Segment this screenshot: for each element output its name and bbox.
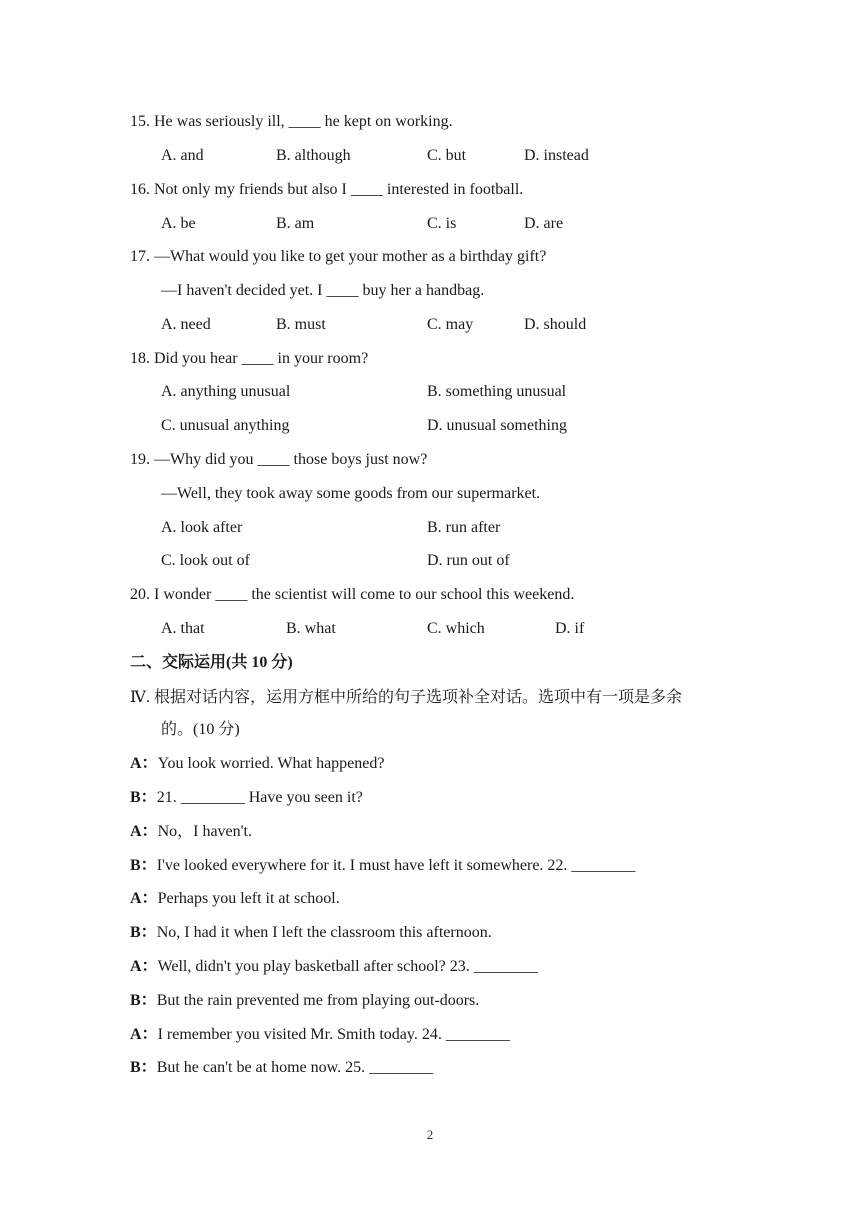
question-20-option-d: D. if bbox=[555, 620, 585, 637]
dialogue-line bbox=[130, 991, 479, 1011]
section-instruction-line1: Ⅳ. 根据对话内容，运用方框中所给的句子选项补全对话。选项中有一项是多余 bbox=[130, 689, 682, 706]
question-19-stem: 19. —Why did you ____ those boys just now? bbox=[130, 451, 428, 468]
page-number: 2 bbox=[426, 1127, 434, 1142]
question-17-stem-reply: —I haven't decided yet. I ____ buy her a handbag. bbox=[161, 282, 485, 299]
dialogue-speaker: B： bbox=[130, 992, 157, 1009]
question-15-option-b: B. although bbox=[276, 147, 351, 164]
dialogue-line bbox=[130, 822, 252, 842]
dialogue-speaker: B： bbox=[130, 924, 157, 941]
question-17-option-c: C. may bbox=[427, 316, 474, 333]
dialogue-line bbox=[130, 1025, 510, 1045]
question-17-option-d: D. should bbox=[524, 316, 587, 333]
question-15-stem: 15. He was seriously ill, ____ he kept on working. bbox=[130, 113, 453, 130]
question-18-option-a: A. anything unusual bbox=[161, 383, 291, 400]
dialogue-speaker: B： bbox=[130, 789, 157, 806]
section-heading: 二、交际运用(共 10 分) bbox=[130, 654, 293, 671]
question-16-option-a: A. be bbox=[161, 215, 196, 232]
dialogue-text: Well, didn't you play basketball after school? 23. ________ bbox=[157, 958, 538, 975]
question-18-option-b: B. something unusual bbox=[427, 383, 567, 400]
dialogue-line bbox=[130, 788, 363, 808]
dialogue-text: I've looked everywhere for it. I must have left it somewhere. 22. ________ bbox=[156, 857, 636, 874]
question-18-stem: 18. Did you hear ____ in your room? bbox=[130, 350, 369, 367]
dialogue-line bbox=[130, 957, 538, 977]
dialogue-speaker: B： bbox=[130, 1059, 157, 1076]
question-16-option-d: D. are bbox=[524, 215, 564, 232]
question-16-stem: 16. Not only my friends but also I ____ interested in football. bbox=[130, 181, 524, 198]
question-17-option-b: B. must bbox=[276, 316, 326, 333]
dialogue-speaker: B： bbox=[130, 857, 157, 874]
dialogue-text: 21. ________ Have you seen it? bbox=[156, 789, 363, 806]
dialogue-line bbox=[130, 856, 635, 876]
question-17-option-a: A. need bbox=[161, 316, 211, 333]
dialogue-speaker: A： bbox=[130, 755, 158, 772]
question-19-stem-reply: —Well, they took away some goods from our supermarket. bbox=[161, 485, 541, 502]
dialogue-text: But the rain prevented me from playing out-doors. bbox=[156, 992, 480, 1009]
question-19-option-a: A. look after bbox=[161, 519, 243, 536]
question-18-option-d: D. unusual something bbox=[427, 417, 567, 434]
dialogue-line bbox=[130, 923, 492, 943]
dialogue-text: I remember you visited Mr. Smith today. 24. ________ bbox=[157, 1026, 510, 1043]
question-20-option-b: B. what bbox=[286, 620, 336, 637]
dialogue-text: You look worried. What happened? bbox=[157, 755, 385, 772]
dialogue-speaker: A： bbox=[130, 958, 158, 975]
dialogue-text: No, I had it when I left the classroom this afternoon. bbox=[156, 924, 492, 941]
dialogue-speaker: A： bbox=[130, 823, 158, 840]
question-19-option-c: C. look out of bbox=[161, 552, 250, 569]
dialogue-speaker: A： bbox=[130, 890, 158, 907]
question-19-option-d: D. run out of bbox=[427, 552, 510, 569]
question-15-option-d: D. instead bbox=[524, 147, 589, 164]
question-16-option-c: C. is bbox=[427, 215, 457, 232]
question-19-option-b: B. run after bbox=[427, 519, 501, 536]
dialogue-text: Perhaps you left it at school. bbox=[157, 890, 340, 907]
dialogue-text: But he can't be at home now. 25. ________ bbox=[156, 1059, 434, 1076]
question-20-option-c: C. which bbox=[427, 620, 485, 637]
question-20-option-a: A. that bbox=[161, 620, 205, 637]
question-15-option-c: C. but bbox=[427, 147, 467, 164]
question-17-stem: 17. —What would you like to get your mother as a birthday gift? bbox=[130, 248, 547, 265]
question-18-option-c: C. unusual anything bbox=[161, 417, 290, 434]
question-20-stem: 20. I wonder ____ the scientist will come to our school this weekend. bbox=[130, 586, 575, 603]
dialogue-line bbox=[130, 889, 340, 909]
dialogue-speaker: A： bbox=[130, 1026, 158, 1043]
dialogue-line bbox=[130, 754, 384, 774]
question-15-option-a: A. and bbox=[161, 147, 204, 164]
dialogue-line bbox=[130, 1058, 433, 1078]
section-instruction-line2: 的。(10 分) bbox=[161, 721, 240, 738]
question-16-option-b: B. am bbox=[276, 215, 315, 232]
dialogue-text: No，I haven't. bbox=[157, 823, 252, 840]
